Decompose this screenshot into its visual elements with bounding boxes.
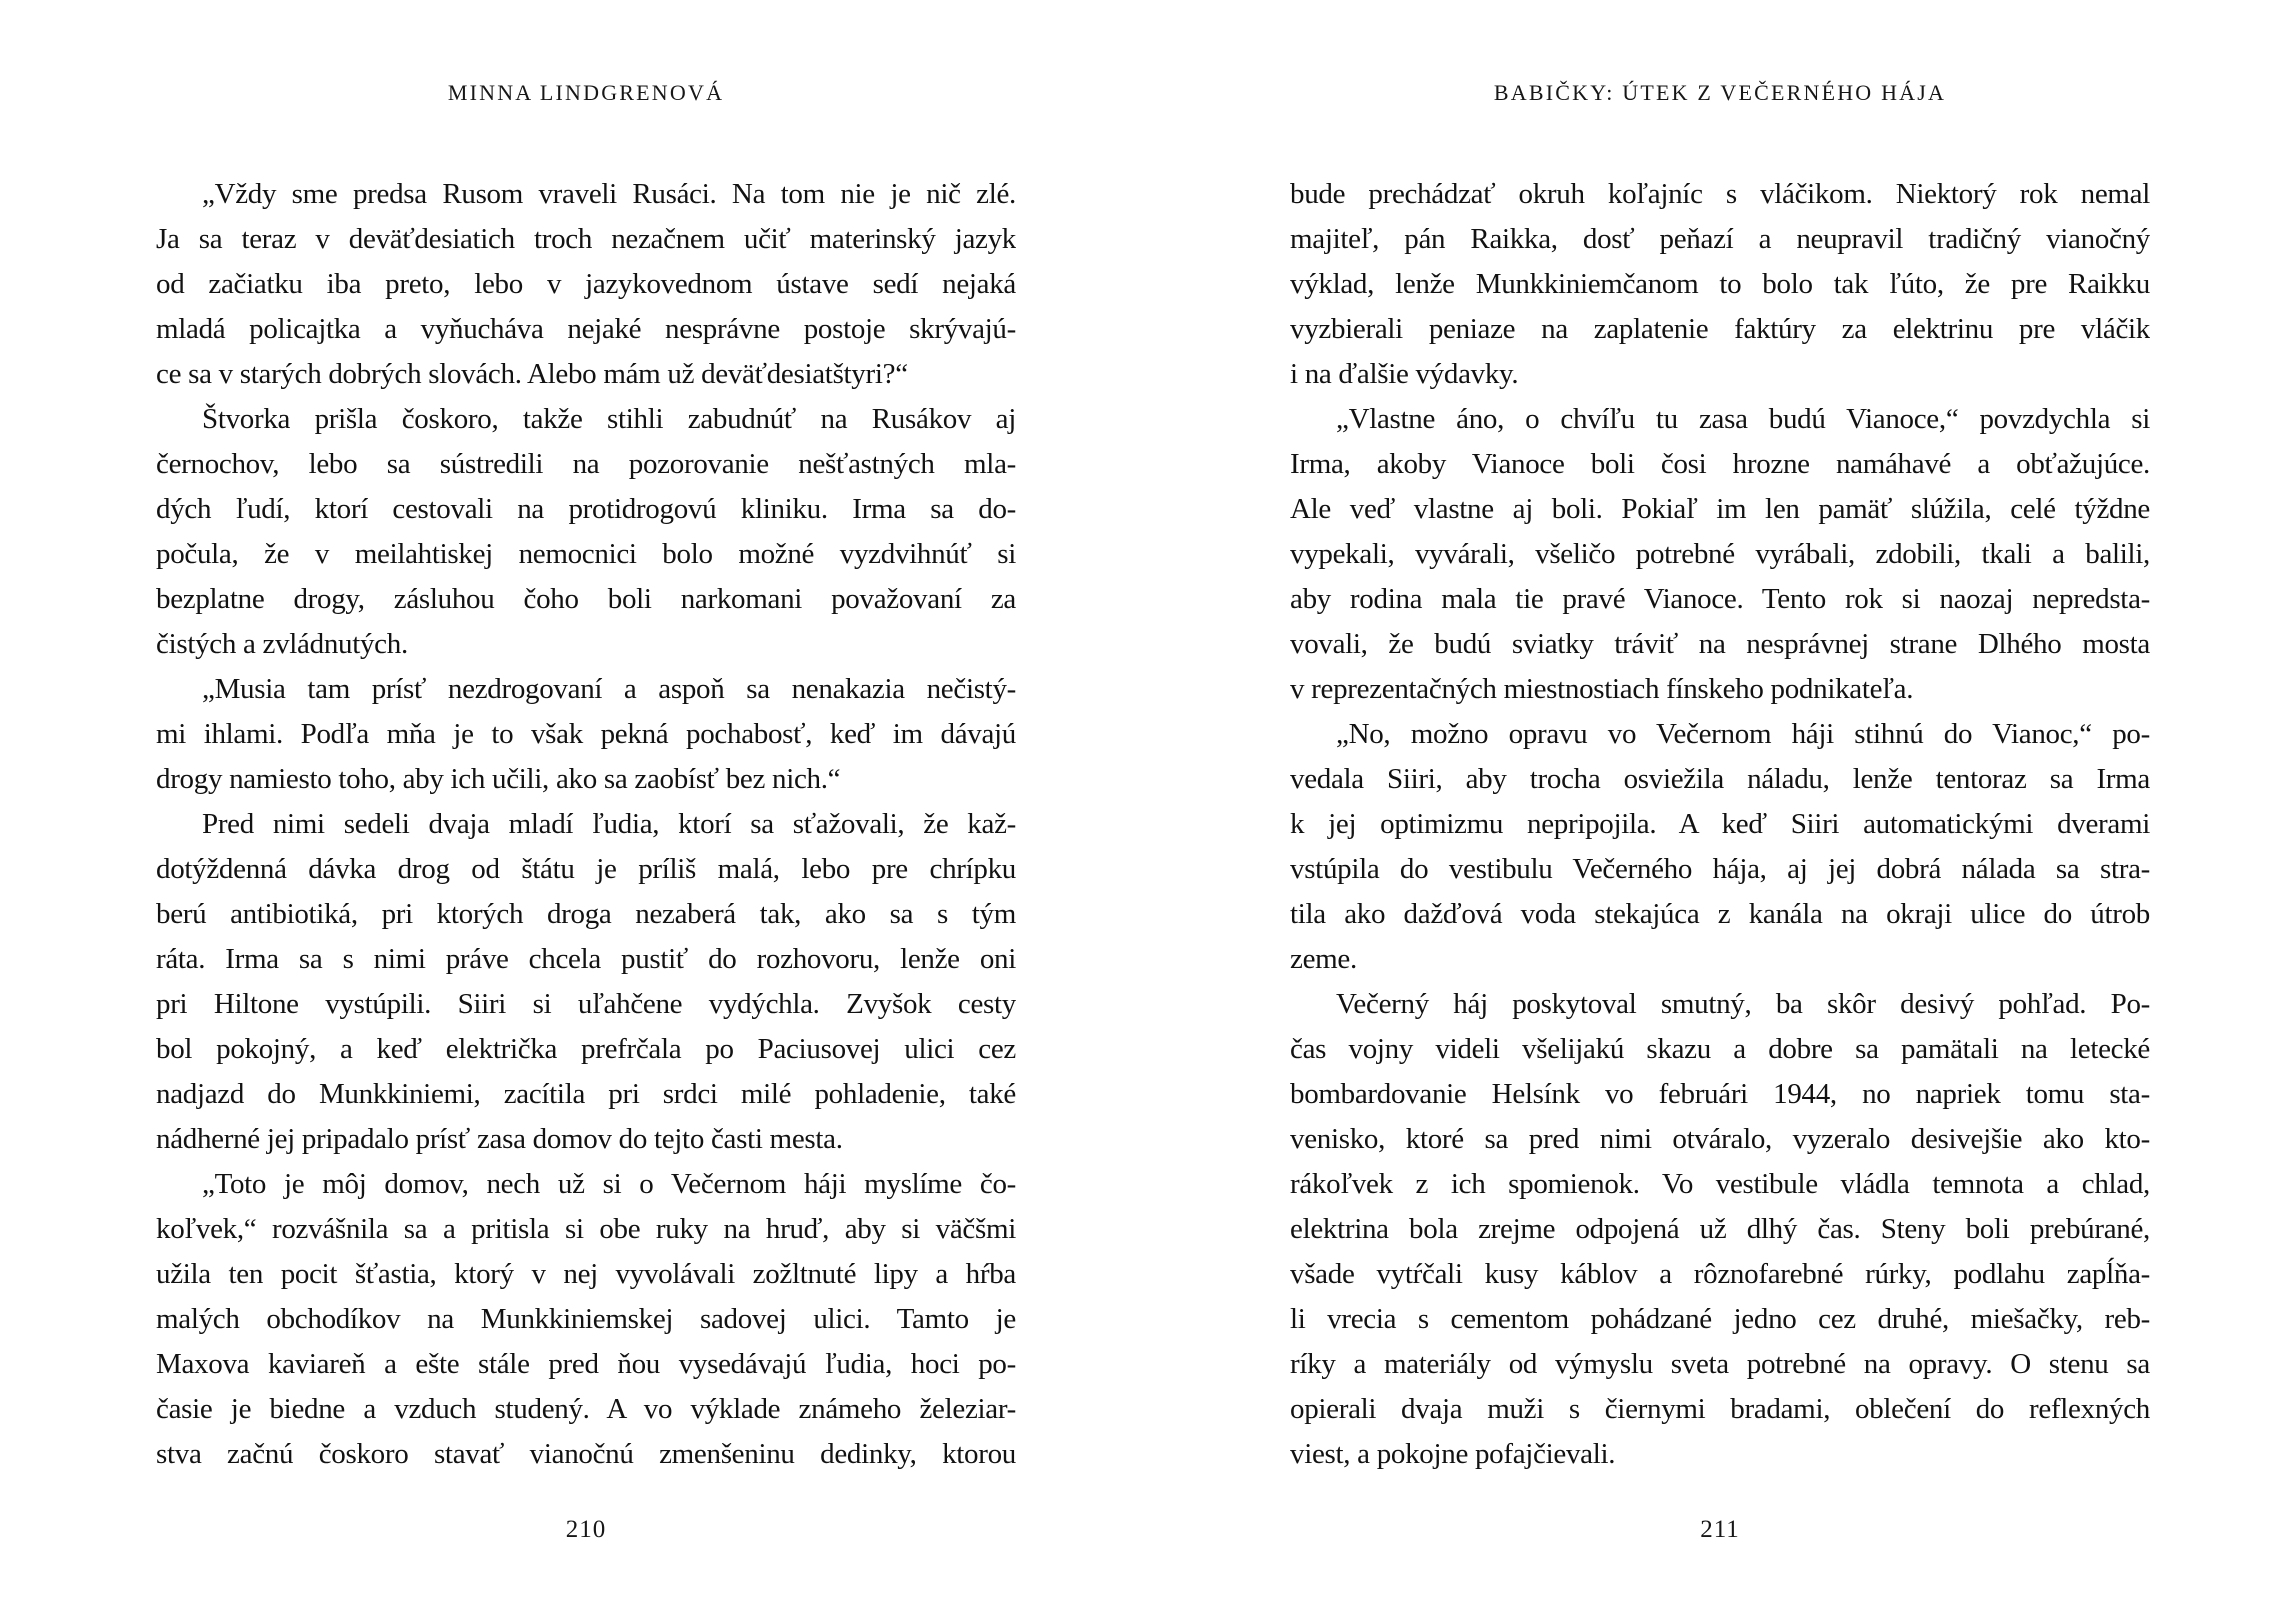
text-line: ce sa v starých dobrých slovách. Alebo mám už deväťdesiatštyri?“ [156, 358, 908, 390]
text-line: viest, a pokojne pofajčievali. [1290, 1438, 1616, 1470]
text-line: drogy namiesto toho, aby ich učili, ako sa zaobísť bez nich.“ [156, 763, 841, 795]
text-line: nadjazd do Munkkiniemi, zacítila pri srdci milé pohladenie, také [156, 1078, 1016, 1110]
text-line: ríky a materiály od výmyslu sveta potrebné na opravy. O stenu sa [1290, 1348, 2150, 1380]
text-line: „Musia tam prísť nezdrogovaní a aspoň sa nenakazia nečistý- [202, 673, 1016, 705]
text-line: elektrina bola zrejme odpojená už dlhý čas. Steny boli prebúrané, [1290, 1213, 2150, 1245]
text-line: výklad, lenže Munkkiniemčanom to bolo tak ľúto, že pre Raikku [1290, 268, 2150, 300]
text-line: čas vojny videli všelijakú skazu a dobre sa pamätali na letecké [1290, 1033, 2150, 1065]
running-header-title: BABIČKY: ÚTEK Z VEČERNÉHO HÁJA [1493, 80, 1947, 105]
text-line: v reprezentačných miestnostiach fínskeho podnikateľa. [1290, 673, 1914, 705]
text-line: Irma, akoby Vianoce boli čosi hrozne namáhavé a obťažujúce. [1290, 448, 2150, 480]
text-line: bezplatne drogy, zásluhou čoho boli narkomani považovaní za [156, 583, 1016, 615]
running-header-author: MINNA LINDGRENOVÁ [447, 80, 725, 105]
paragraph [156, 667, 1016, 802]
paragraph [1290, 712, 2150, 982]
text-line: dotýždenná dávka drog od štátu je príliš malá, lebo pre chrípku [156, 853, 1016, 885]
text-line: li vrecia s cementom pohádzané jedno cez druhé, miešačky, reb- [1290, 1303, 2150, 1335]
text-line: vypekali, vyvárali, všeličo potrebné vyrábali, zdobili, tkali a balili, [1290, 538, 2150, 570]
text-line: vedala Siiri, aby trocha osviežila náladu, lenže tentoraz sa Irma [1290, 763, 2150, 795]
text-line: k jej optimizmu nepripojila. A keď Siiri automatickými dverami [1290, 808, 2150, 840]
paragraph [1290, 172, 2150, 397]
text-line: opierali dvaja muži s čiernymi bradami, oblečení do reflexných [1290, 1393, 2150, 1425]
text-line: ráta. Irma sa s nimi práve chcela pustiť do rozhovoru, lenže oni [156, 943, 1016, 975]
text-line: dých ľudí, ktorí cestovali na protidrogovú kliniku. Irma sa do- [156, 493, 1016, 525]
paragraph [156, 397, 1016, 667]
text-line: rákoľvek z ich spomienok. Vo vestibule vládla temnota a chlad, [1290, 1168, 2150, 1200]
right-page [1290, 0, 2150, 1615]
text-line: pri Hiltone vystúpili. Siiri si uľahčene vydýchla. Zvyšok cesty [156, 988, 1016, 1020]
text-line: mi ihlami. Podľa mňa je to však pekná pochabosť, keď im dávajú [156, 718, 1016, 750]
text-line: venisko, ktoré sa pred nimi otváralo, vyzeralo desivejšie ako kto- [1290, 1123, 2150, 1155]
text-line: mladá policajtka a vyňucháva nejaké nesprávne postoje skrývajú- [156, 313, 1016, 345]
left-page [156, 0, 1016, 1615]
text-line: vovali, že budú sviatky tráviť na nesprávnej strane Dlhého mosta [1290, 628, 2150, 660]
text-line: vyzbierali peniaze na zaplatenie faktúry za elektrinu pre vláčik [1290, 313, 2150, 345]
text-line: berú antibiotiká, pri ktorých droga nezaberá tak, ako sa s tým [156, 898, 1016, 930]
paragraph [156, 172, 1016, 397]
text-line: černochov, lebo sa sústredili na pozorovanie nešťastných mla- [156, 448, 1016, 480]
paragraph [156, 802, 1016, 1162]
text-line: počula, že v meilahtiskej nemocnici bolo možné vyzdvihnúť si [156, 538, 1016, 570]
text-line: čistých a zvládnutých. [156, 628, 408, 660]
text-line: Večerný háj poskytoval smutný, ba skôr desivý pohľad. Po- [1336, 988, 2150, 1020]
paragraph [156, 1162, 1016, 1477]
text-line: Ale veď vlastne aj boli. Pokiaľ im len pamäť slúžila, celé týždne [1290, 493, 2150, 525]
text-line: i na ďalšie výdavky. [1290, 358, 1519, 390]
text-line: tila ako dažďová voda stekajúca z kanála na okraji ulice do útrob [1290, 898, 2150, 930]
text-line: bude prechádzať okruh koľajníc s vláčikom. Niektorý rok nemal [1290, 178, 2150, 210]
text-line: majiteľ, pán Raikka, dosť peňazí a neupravil tradičný vianočný [1290, 223, 2150, 255]
text-line: Štvorka prišla čoskoro, takže stihli zabudnúť na Rusákov aj [202, 403, 1016, 435]
text-line: „Vlastne áno, o chvíľu tu zasa budú Vianoce,“ povzdychla si [1336, 403, 2150, 435]
text-line: užila ten pocit šťastia, ktorý v nej vyvolávali zožltnuté lipy a hŕba [156, 1258, 1016, 1290]
text-line: koľvek,“ rozvášnila sa a pritisla si obe ruky na hruď, aby si väčšmi [156, 1213, 1016, 1245]
paragraph [1290, 397, 2150, 712]
page-number: 211 [1700, 1516, 1740, 1543]
text-line: všade vytŕčali kusy káblov a rôznofarebné rúrky, podlahu zapĺňa- [1290, 1258, 2150, 1290]
text-line: malých obchodíkov na Munkkiniemskej sadovej ulici. Tamto je [156, 1303, 1016, 1335]
text-line: zeme. [1290, 943, 1357, 975]
text-line: stva začnú čoskoro stavať vianočnú zmenšeninu dedinky, ktorou [156, 1438, 1016, 1470]
text-line: vstúpila do vestibulu Večerného hája, aj jej dobrá nálada sa stra- [1290, 853, 2150, 885]
text-line: „Toto je môj domov, nech už si o Večernom háji myslíme čo- [202, 1168, 1016, 1200]
text-line: aby rodina mala tie pravé Vianoce. Tento rok si naozaj nepredsta- [1290, 583, 2150, 615]
page-body [156, 172, 1016, 1477]
text-line: nádherné jej pripadalo prísť zasa domov do tejto časti mesta. [156, 1123, 843, 1155]
text-line: „No, možno opravu vo Večernom háji stihnú do Vianoc,“ po- [1336, 718, 2150, 750]
text-line: od začiatku iba preto, lebo v jazykovednom ústave sedí nejaká [156, 268, 1016, 300]
text-line: Pred nimi sedeli dvaja mladí ľudia, ktorí sa sťažovali, že kaž- [202, 808, 1016, 840]
text-line: Maxova kaviareň a ešte stále pred ňou vysedávajú ľudia, hoci po- [156, 1348, 1016, 1380]
page-number: 210 [565, 1516, 607, 1543]
text-line: Ja sa teraz v deväťdesiatich troch nezačnem učiť materinský jazyk [156, 223, 1016, 255]
text-line: bombardovanie Helsínk vo februári 1944, no napriek tomu sta- [1290, 1078, 2150, 1110]
page-body [1290, 172, 2150, 1477]
paragraph [1290, 982, 2150, 1477]
text-line: bol pokojný, a keď električka prefrčala po Paciusovej ulici cez [156, 1033, 1016, 1065]
text-line: „Vždy sme predsa Rusom vraveli Rusáci. Na tom nie je nič zlé. [202, 178, 1016, 210]
text-line: časie je biedne a vzduch studený. A vo výklade známeho železiar- [156, 1393, 1016, 1425]
